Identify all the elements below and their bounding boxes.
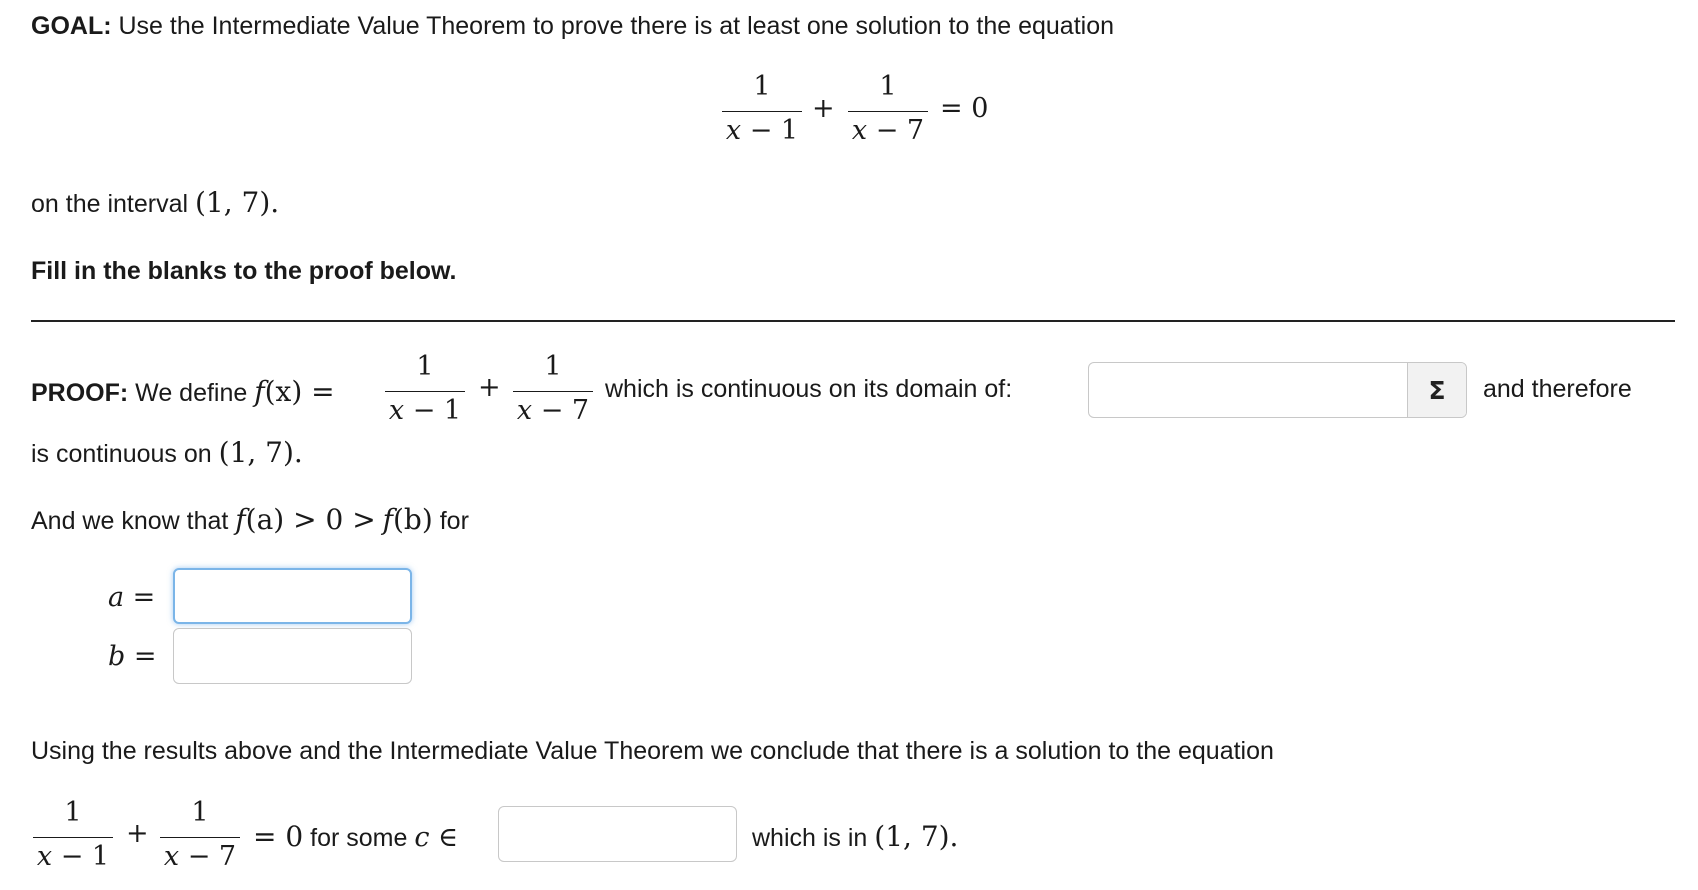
function-argument: (x) = [264, 375, 335, 408]
plus-sign: + [126, 818, 149, 849]
equation-fraction-1 [722, 70, 802, 150]
proof-we-define: We define [135, 379, 248, 407]
continuous-interval: (1, 7). [218, 436, 303, 469]
denominator-constant: − 1 [404, 395, 462, 426]
section-divider [31, 320, 1675, 322]
continuous-on-text: is continuous on [31, 440, 212, 468]
for-text: for [439, 507, 469, 535]
for-some-text: for some [310, 824, 408, 852]
denominator-constant: − 7 [532, 395, 590, 426]
fraction-bar [385, 391, 465, 392]
c-answer-box [498, 806, 737, 862]
goal-line [31, 12, 1114, 41]
inequality-f-a: f [235, 503, 246, 536]
denominator-variable: x [163, 841, 180, 872]
plus-sign: + [812, 93, 835, 124]
for-some-c-line [253, 820, 458, 853]
fraction-bar [160, 837, 240, 838]
proof-label: PROOF: [31, 379, 129, 407]
fraction-numerator: 1 [879, 71, 897, 102]
fraction-bar [848, 111, 928, 112]
a-input[interactable] [175, 570, 412, 622]
denominator-variable: x [388, 395, 405, 426]
function-name: f [254, 375, 265, 408]
fraction-bar [722, 111, 802, 112]
and-we-know-text: And we know that [31, 507, 229, 535]
conclusion-text: Using the results above and the Intermediate Value Theorem we conclude that there is a solution to the equation [31, 737, 1274, 765]
domain-answer-box [1088, 362, 1467, 418]
proof-intro [31, 375, 335, 408]
interval-value: (1, 7). [195, 186, 280, 219]
c-input[interactable] [499, 807, 737, 861]
equals-zero: = 0 [940, 93, 989, 124]
sigma-icon[interactable]: Σ [1407, 363, 1466, 417]
and-therefore-text: and therefore [1483, 375, 1632, 403]
fraction-denominator [385, 394, 465, 428]
a-label: a = [108, 582, 156, 613]
inequality-f-b: f [382, 503, 393, 536]
conclusion-interval: (1, 7). [874, 820, 959, 853]
domain-input[interactable] [1089, 363, 1407, 417]
inequality-b-part: (b) [392, 503, 433, 536]
b-input[interactable] [174, 629, 412, 683]
fraction-numerator: 1 [544, 351, 562, 382]
equation-fraction-2 [848, 70, 928, 150]
interval-line [31, 186, 279, 219]
fraction-numerator: 1 [416, 351, 434, 382]
b-label: b = [108, 641, 157, 672]
instruction-text: Fill in the blanks to the proof below. [31, 257, 457, 285]
fraction-numerator: 1 [64, 797, 82, 828]
fraction-denominator [722, 114, 802, 148]
denominator-constant: − 1 [741, 115, 799, 146]
denominator-variable: x [725, 115, 742, 146]
fraction-numerator: 1 [191, 797, 209, 828]
c-element-of: c ∈ [414, 822, 459, 853]
interval-text: on the interval [31, 190, 189, 218]
fraction-bar [33, 837, 113, 838]
a-answer-box [173, 568, 412, 624]
inequality-line [31, 503, 469, 536]
goal-text: Use the Intermediate Value Theorem to prove there is at least one solution to the equation [118, 12, 1115, 40]
fraction-denominator [160, 840, 240, 874]
continuous-text: which is continuous on its domain of: [605, 375, 1013, 403]
denominator-constant: − 1 [52, 841, 110, 872]
which-is-in-text: which is in [752, 824, 868, 852]
goal-label: GOAL: [31, 12, 112, 40]
continuous-on-line [31, 436, 303, 469]
conclusion-fraction-2 [160, 796, 240, 876]
inequality-a-part: (a) > 0 > [245, 503, 376, 536]
b-answer-box [173, 628, 412, 684]
denominator-constant: − 7 [867, 115, 925, 146]
proof-fraction-2 [513, 350, 593, 430]
denominator-constant: − 7 [179, 841, 237, 872]
denominator-variable: x [36, 841, 53, 872]
conclusion-fraction-1 [33, 796, 113, 876]
equals-zero: = 0 [253, 820, 304, 853]
plus-sign: + [478, 372, 501, 403]
which-is-in-line [752, 820, 958, 853]
fraction-numerator: 1 [753, 71, 771, 102]
fraction-bar [513, 391, 593, 392]
proof-fraction-1 [385, 350, 465, 430]
fraction-denominator [33, 840, 113, 874]
fraction-denominator [848, 114, 928, 148]
fraction-denominator [513, 394, 593, 428]
denominator-variable: x [851, 115, 868, 146]
denominator-variable: x [516, 395, 533, 426]
